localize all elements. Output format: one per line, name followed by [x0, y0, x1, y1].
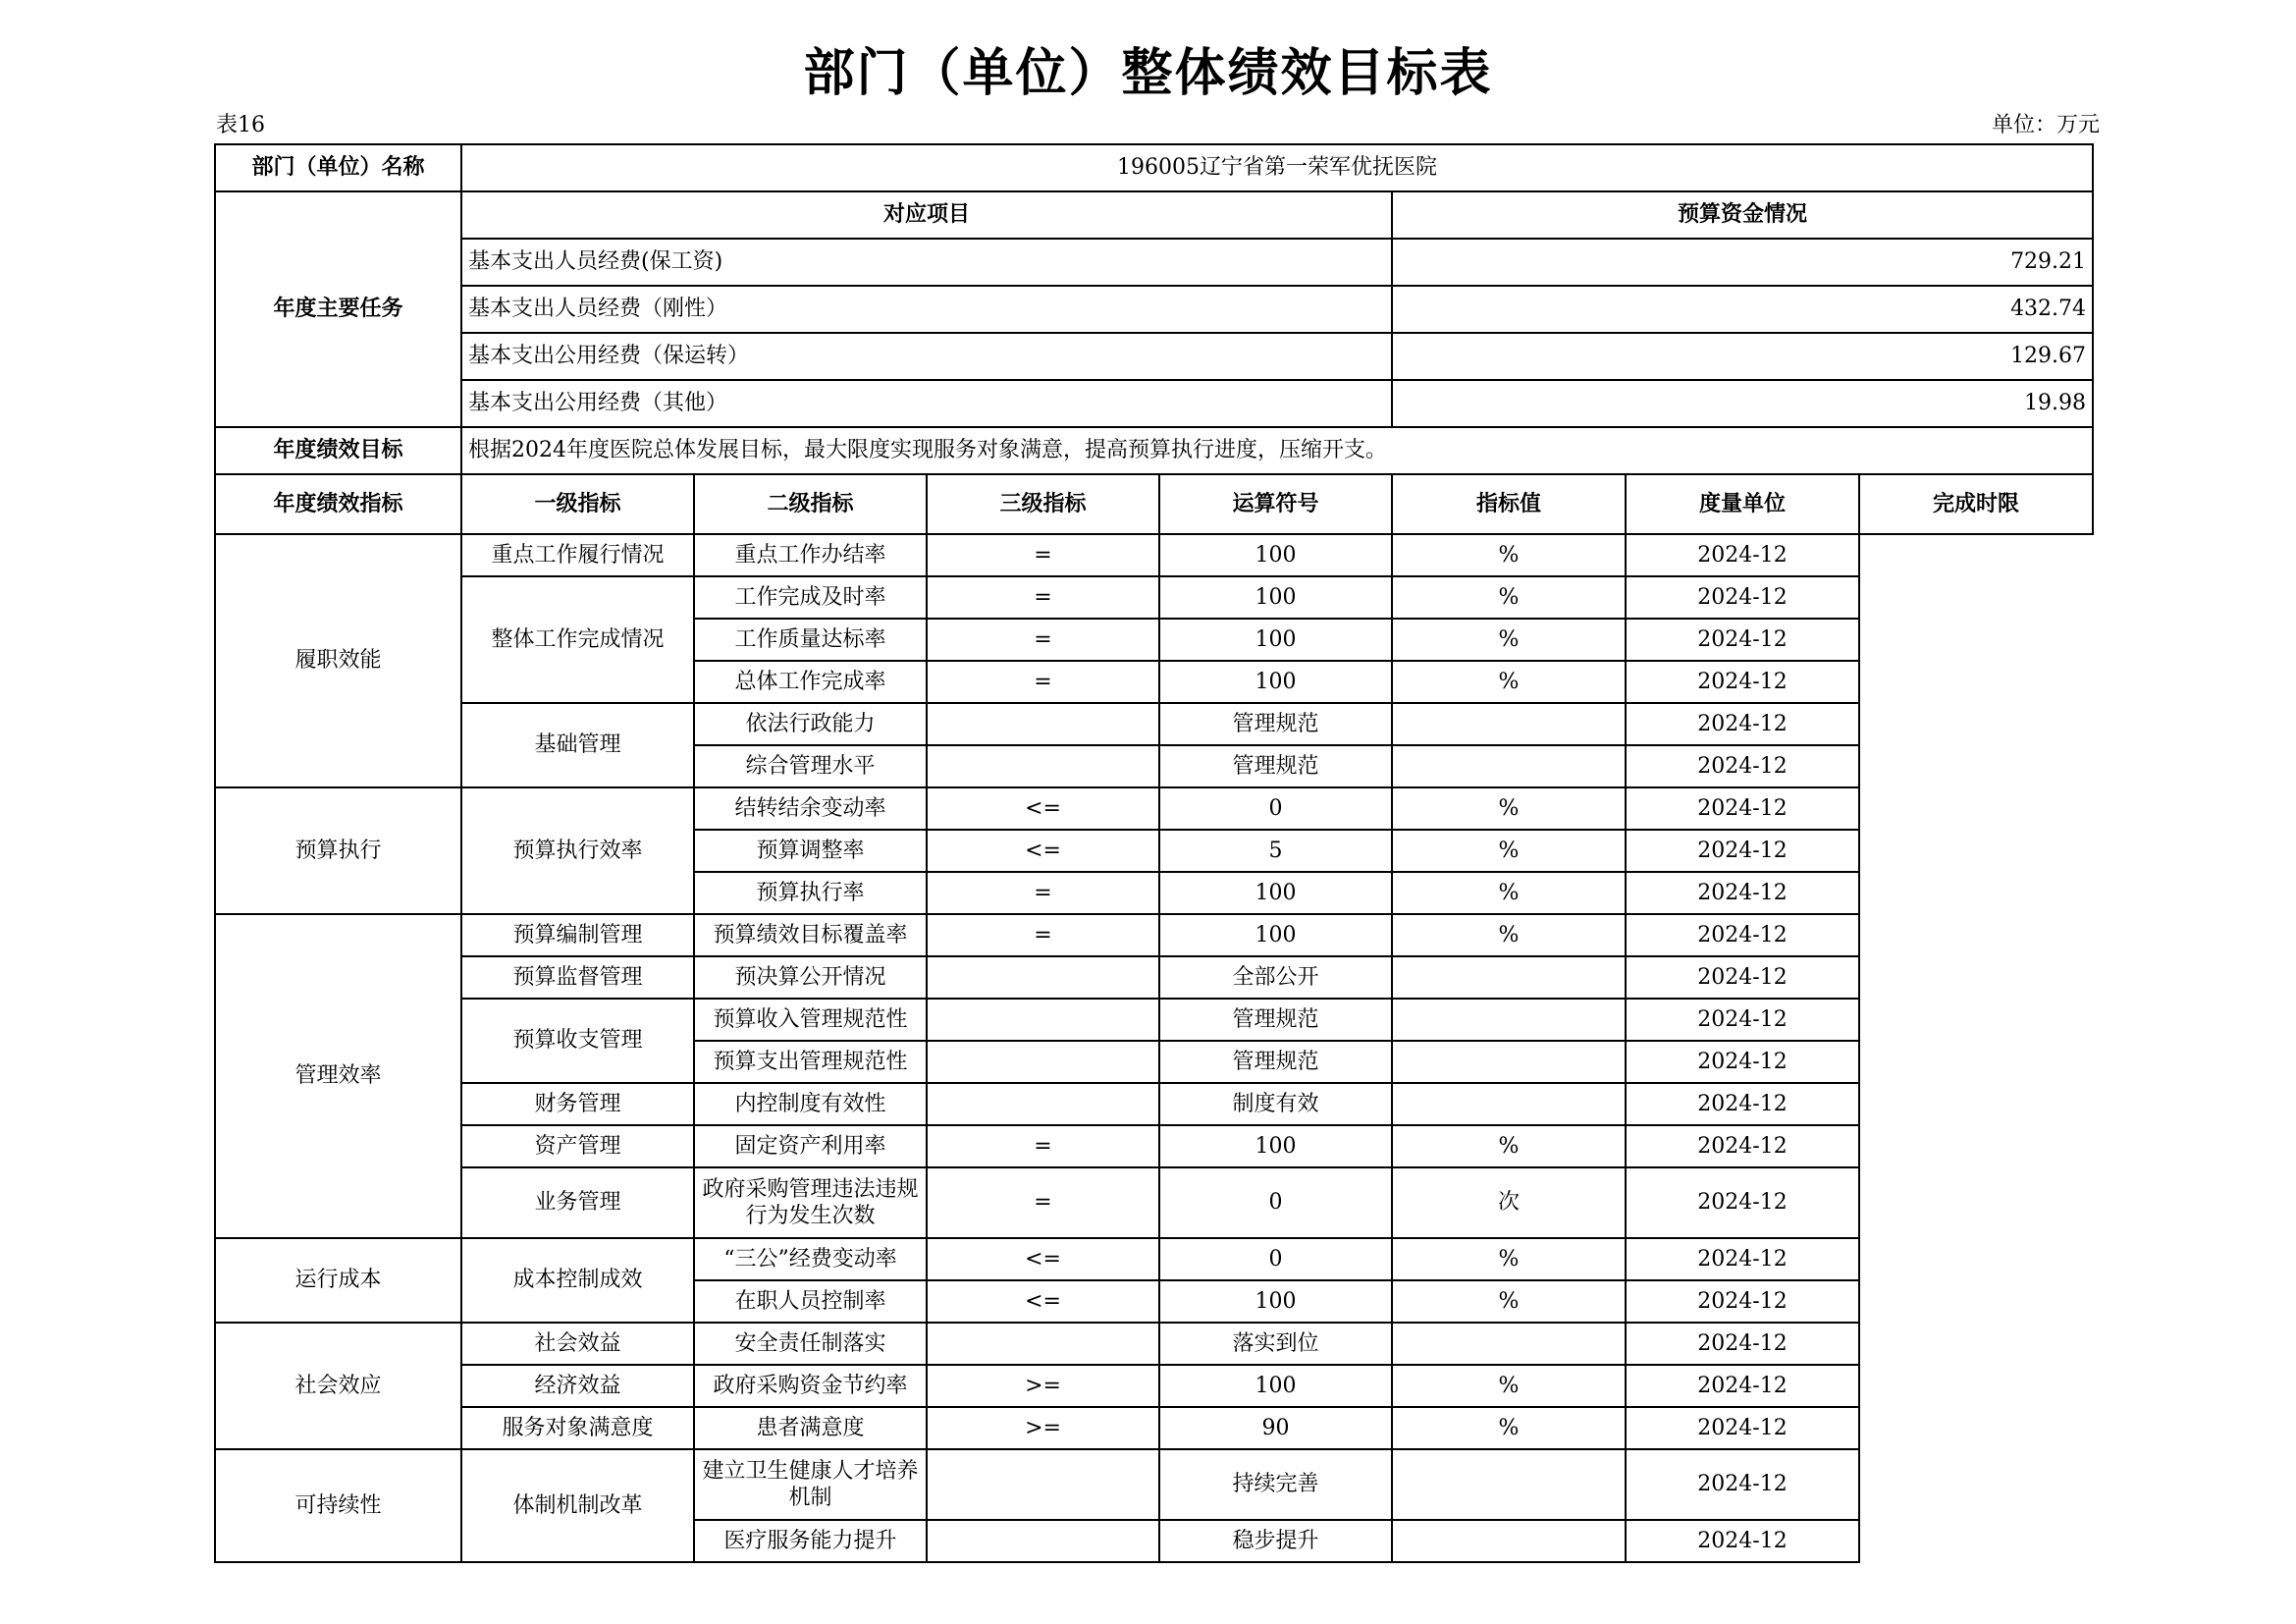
operator: <= [927, 830, 1159, 872]
level3-indicator: 工作完成及时率 [694, 576, 927, 619]
measure-unit: % [1392, 1280, 1626, 1323]
deadline: 2024-12 [1626, 1167, 1859, 1238]
task-name: 基本支出人员经费（刚性） [461, 286, 1392, 333]
page-title: 部门（单位）整体绩效目标表 [803, 44, 1493, 103]
level3-indicator: 预算绩效目标覆盖率 [694, 914, 927, 956]
deadline: 2024-12 [1626, 534, 1859, 576]
level2-indicator: 社会效益 [461, 1323, 694, 1365]
operator: = [927, 534, 1159, 576]
header-level3: 三级指标 [927, 474, 1159, 534]
level3-indicator: 预算调整率 [694, 830, 927, 872]
deadline: 2024-12 [1626, 1125, 1859, 1167]
level3-indicator: 政府采购资金节约率 [694, 1365, 927, 1407]
indicator-value: 100 [1159, 576, 1392, 619]
measure-unit [1392, 1083, 1626, 1125]
level2-indicator: 财务管理 [461, 1083, 694, 1125]
level2-indicator: 预算编制管理 [461, 914, 694, 956]
level2-indicator: 成本控制成效 [461, 1238, 694, 1323]
operator [927, 745, 1159, 787]
task-name: 基本支出人员经费(保工资) [461, 239, 1392, 286]
deadline: 2024-12 [1626, 1041, 1859, 1083]
measure-unit: % [1392, 787, 1626, 830]
level1-indicator: 履职效能 [215, 534, 461, 787]
operator: >= [927, 1365, 1159, 1407]
operator: = [927, 1167, 1159, 1238]
table-row [215, 956, 2093, 999]
deadline: 2024-12 [1626, 619, 1859, 661]
dept-label: 部门（单位）名称 [215, 144, 461, 191]
level3-indicator: 预决算公开情况 [694, 956, 927, 999]
level3-indicator: 重点工作办结率 [694, 534, 927, 576]
indicator-value: 管理规范 [1159, 999, 1392, 1041]
indicator-value: 管理规范 [1159, 703, 1392, 745]
indicators-label: 年度绩效指标 [215, 474, 461, 534]
deadline: 2024-12 [1626, 787, 1859, 830]
operator [927, 956, 1159, 999]
header-operator: 运算符号 [1159, 474, 1392, 534]
header-value: 指标值 [1392, 474, 1626, 534]
operator: <= [927, 787, 1159, 830]
measure-unit: % [1392, 534, 1626, 576]
deadline: 2024-12 [1626, 745, 1859, 787]
level1-indicator: 管理效率 [215, 914, 461, 1238]
deadline: 2024-12 [1626, 1238, 1859, 1280]
deadline: 2024-12 [1626, 1323, 1859, 1365]
operator [927, 999, 1159, 1041]
indicator-value: 持续完善 [1159, 1449, 1392, 1520]
task-amount: 129.67 [1392, 333, 2093, 380]
indicator-value: 100 [1159, 1365, 1392, 1407]
level3-indicator: 在职人员控制率 [694, 1280, 927, 1323]
level3-indicator: 结转结余变动率 [694, 787, 927, 830]
table-row [215, 1407, 2093, 1449]
measure-unit: % [1392, 1407, 1626, 1449]
task-amount: 729.21 [1392, 239, 2093, 286]
level3-indicator: 工作质量达标率 [694, 619, 927, 661]
operator: = [927, 914, 1159, 956]
level3-indicator: 医疗服务能力提升 [694, 1520, 927, 1562]
unit-label: 单位：万元 [1991, 113, 2100, 137]
table-row [215, 787, 2093, 830]
level1-indicator: 运行成本 [215, 1238, 461, 1323]
measure-unit: % [1392, 872, 1626, 914]
performance-table [214, 143, 2094, 1563]
table-row [215, 1449, 2093, 1520]
measure-unit: 次 [1392, 1167, 1626, 1238]
level3-indicator: 预算支出管理规范性 [694, 1041, 927, 1083]
measure-unit [1392, 1323, 1626, 1365]
level3-indicator: 建立卫生健康人才培养机制 [694, 1449, 927, 1520]
operator [927, 1449, 1159, 1520]
goal-text: 根据2024年度医院总体发展目标，最大限度实现服务对象满意，提高预算执行进度，压缩开支。 [461, 427, 2093, 474]
operator [927, 1323, 1159, 1365]
table-row [215, 703, 2093, 745]
deadline: 2024-12 [1626, 999, 1859, 1041]
deadline: 2024-12 [1626, 914, 1859, 956]
level2-indicator: 体制机制改革 [461, 1449, 694, 1562]
indicator-value: 管理规范 [1159, 1041, 1392, 1083]
measure-unit: % [1392, 830, 1626, 872]
header-level1: 一级指标 [461, 474, 694, 534]
header-unit: 度量单位 [1626, 474, 1859, 534]
operator [927, 1083, 1159, 1125]
deadline: 2024-12 [1626, 1365, 1859, 1407]
measure-unit [1392, 1041, 1626, 1083]
table-row [215, 576, 2093, 619]
table-row [215, 1365, 2093, 1407]
operator: >= [927, 1407, 1159, 1449]
measure-unit: % [1392, 1125, 1626, 1167]
indicator-value: 全部公开 [1159, 956, 1392, 999]
indicator-value: 100 [1159, 661, 1392, 703]
deadline: 2024-12 [1626, 1083, 1859, 1125]
operator: <= [927, 1238, 1159, 1280]
deadline: 2024-12 [1626, 703, 1859, 745]
level2-indicator: 服务对象满意度 [461, 1407, 694, 1449]
level1-indicator: 社会效应 [215, 1323, 461, 1449]
level3-indicator: 安全责任制落实 [694, 1323, 927, 1365]
level3-indicator: 政府采购管理违法违规行为发生次数 [694, 1167, 927, 1238]
indicator-value: 稳步提升 [1159, 1520, 1392, 1562]
operator [927, 1520, 1159, 1562]
tasks-header-budget: 预算资金情况 [1392, 191, 2093, 239]
indicator-value: 0 [1159, 1167, 1392, 1238]
indicator-value: 100 [1159, 914, 1392, 956]
measure-unit [1392, 999, 1626, 1041]
level3-indicator: 依法行政能力 [694, 703, 927, 745]
level3-indicator: 预算执行率 [694, 872, 927, 914]
level2-indicator: 经济效益 [461, 1365, 694, 1407]
table-row [215, 914, 2093, 956]
operator: = [927, 872, 1159, 914]
measure-unit: % [1392, 661, 1626, 703]
indicator-value: 100 [1159, 619, 1392, 661]
indicator-value: 0 [1159, 1238, 1392, 1280]
indicator-value: 100 [1159, 872, 1392, 914]
deadline: 2024-12 [1626, 1280, 1859, 1323]
operator [927, 1041, 1159, 1083]
deadline: 2024-12 [1626, 956, 1859, 999]
deadline: 2024-12 [1626, 872, 1859, 914]
indicator-value: 100 [1159, 1125, 1392, 1167]
header-deadline: 完成时限 [1859, 474, 2093, 534]
measure-unit: % [1392, 1238, 1626, 1280]
table-row [215, 1125, 2093, 1167]
indicator-value: 5 [1159, 830, 1392, 872]
level2-indicator: 预算监督管理 [461, 956, 694, 999]
tasks-header-project: 对应项目 [461, 191, 1392, 239]
tasks-label: 年度主要任务 [215, 191, 461, 427]
measure-unit: % [1392, 1365, 1626, 1407]
level2-indicator: 预算执行效率 [461, 787, 694, 914]
task-amount: 432.74 [1392, 286, 2093, 333]
table-row [215, 1323, 2093, 1365]
level3-indicator: 固定资产利用率 [694, 1125, 927, 1167]
measure-unit: % [1392, 619, 1626, 661]
level3-indicator: 总体工作完成率 [694, 661, 927, 703]
indicator-value: 0 [1159, 787, 1392, 830]
measure-unit [1392, 703, 1626, 745]
measure-unit [1392, 1520, 1626, 1562]
level2-indicator: 资产管理 [461, 1125, 694, 1167]
table-row [215, 1167, 2093, 1238]
level2-indicator: 预算收支管理 [461, 999, 694, 1083]
deadline: 2024-12 [1626, 576, 1859, 619]
dept-name: 196005辽宁省第一荣军优抚医院 [461, 144, 2093, 191]
table-row [215, 1238, 2093, 1280]
indicator-value: 落实到位 [1159, 1323, 1392, 1365]
level3-indicator: “三公”经费变动率 [694, 1238, 927, 1280]
operator [927, 703, 1159, 745]
measure-unit: % [1392, 576, 1626, 619]
level3-indicator: 内控制度有效性 [694, 1083, 927, 1125]
task-name: 基本支出公用经费（保运转） [461, 333, 1392, 380]
indicator-value: 100 [1159, 1280, 1392, 1323]
table-number: 表16 [216, 113, 265, 137]
indicator-value: 制度有效 [1159, 1083, 1392, 1125]
measure-unit [1392, 956, 1626, 999]
operator: = [927, 661, 1159, 703]
table-row [215, 999, 2093, 1041]
task-amount: 19.98 [1392, 380, 2093, 427]
operator: = [927, 576, 1159, 619]
table-row [215, 1083, 2093, 1125]
measure-unit: % [1392, 914, 1626, 956]
level1-indicator: 预算执行 [215, 787, 461, 914]
level3-indicator: 综合管理水平 [694, 745, 927, 787]
indicator-value: 100 [1159, 534, 1392, 576]
task-name: 基本支出公用经费（其他） [461, 380, 1392, 427]
deadline: 2024-12 [1626, 1449, 1859, 1520]
header-level2: 二级指标 [694, 474, 927, 534]
level3-indicator: 患者满意度 [694, 1407, 927, 1449]
level2-indicator: 整体工作完成情况 [461, 576, 694, 703]
measure-unit [1392, 745, 1626, 787]
measure-unit [1392, 1449, 1626, 1520]
goal-label: 年度绩效目标 [215, 427, 461, 474]
deadline: 2024-12 [1626, 1520, 1859, 1562]
operator: = [927, 1125, 1159, 1167]
operator: = [927, 619, 1159, 661]
level2-indicator: 业务管理 [461, 1167, 694, 1238]
level1-indicator: 可持续性 [215, 1449, 461, 1562]
indicator-value: 管理规范 [1159, 745, 1392, 787]
deadline: 2024-12 [1626, 661, 1859, 703]
deadline: 2024-12 [1626, 830, 1859, 872]
indicator-value: 90 [1159, 1407, 1392, 1449]
table-row [215, 534, 2093, 576]
operator: <= [927, 1280, 1159, 1323]
deadline: 2024-12 [1626, 1407, 1859, 1449]
level3-indicator: 预算收入管理规范性 [694, 999, 927, 1041]
level2-indicator: 重点工作履行情况 [461, 534, 694, 576]
level2-indicator: 基础管理 [461, 703, 694, 787]
